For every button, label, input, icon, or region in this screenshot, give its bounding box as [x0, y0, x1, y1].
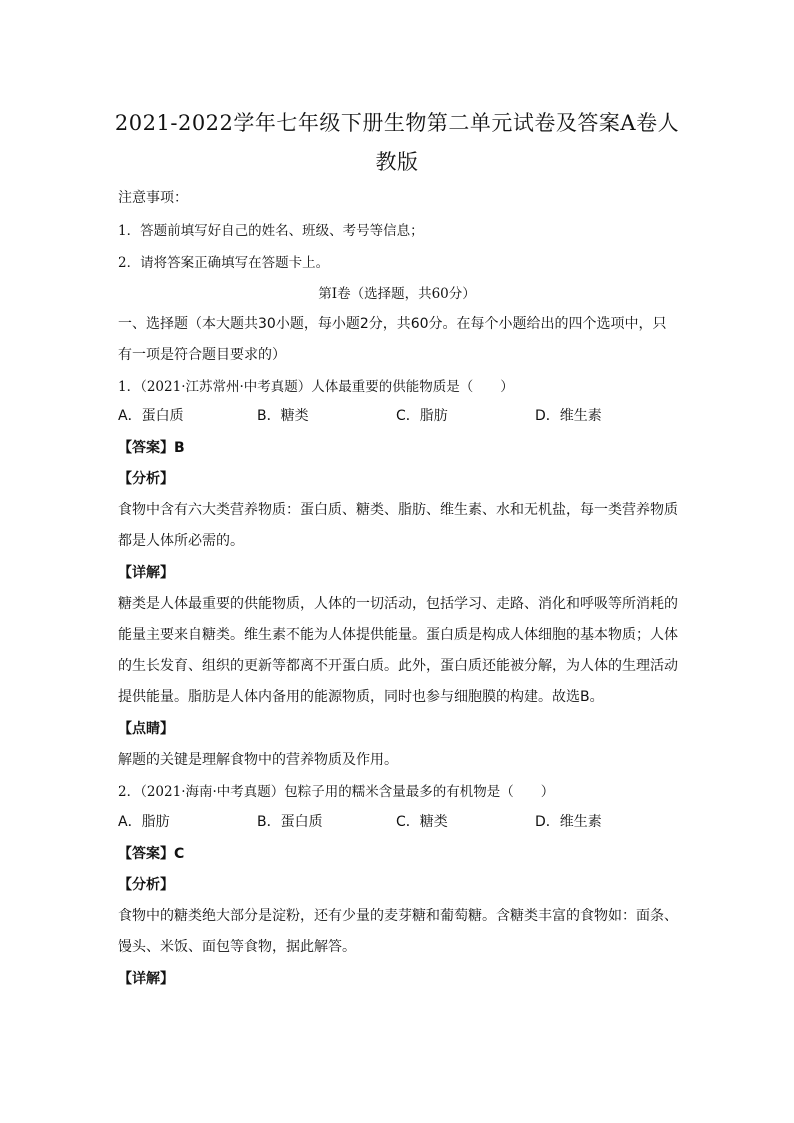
- part-intro-line-2: 有一项是符合题目要求的）: [118, 347, 286, 363]
- notice-heading: 注意事项：: [118, 190, 188, 206]
- section-header: 第I卷（选择题，共60分）: [318, 286, 476, 302]
- question-2-analysis-label: 【分析】: [118, 877, 174, 893]
- question-1-option-d: D．维生素: [535, 408, 602, 424]
- question-1-detail-label: 【详解】: [118, 565, 174, 581]
- question-1-stem: 1．（2021·江苏常州·中考真题）人体最重要的供能物质是（ ）: [118, 379, 514, 395]
- question-2-option-b: B．蛋白质: [257, 814, 323, 830]
- question-2-analysis-line-1: 食物中的糖类绝大部分是淀粉，还有少量的麦芽糖和葡萄糖。含糖类丰富的食物如：面条、: [118, 908, 678, 924]
- question-2-detail-label: 【详解】: [118, 971, 174, 987]
- question-2-option-c: C．糖类: [396, 814, 448, 830]
- question-1-detail-line-3: 的生长发育、组织的更新等都离不开蛋白质。此外，蛋白质还能被分解，为人体的生理活动: [118, 658, 678, 674]
- notice-item-1: 1．答题前填写好自己的姓名、班级、考号等信息；: [118, 223, 424, 239]
- document-title-line2: 教版: [375, 150, 419, 174]
- question-1-analysis-label: 【分析】: [118, 471, 174, 487]
- part-intro-line-1: 一、选择题（本大题共30小题，每小题2分，共60分。在每个小题给出的四个选项中，只: [118, 316, 667, 332]
- question-2-stem: 2．（2021·海南·中考真题）包粽子用的糯米含量最多的有机物是（ ）: [118, 784, 555, 800]
- question-2-answer: 【答案】C: [118, 846, 185, 862]
- document-title-line1: 2021-2022学年七年级下册生物第二单元试卷及答案A卷人: [114, 111, 680, 135]
- question-1-option-b: B．糖类: [257, 408, 309, 424]
- question-1-analysis-line-2: 都是人体所必需的。: [118, 533, 244, 549]
- question-1-answer: 【答案】B: [118, 440, 185, 456]
- question-2-option-a: A．脂肪: [118, 814, 170, 830]
- question-1-comment-label: 【点睛】: [118, 721, 174, 737]
- question-1-detail-line-4: 提供能量。脂肪是人体内备用的能源物质，同时也参与细胞膜的构建。故选B。: [118, 689, 604, 705]
- question-1-detail-line-1: 糖类是人体最重要的供能物质，人体的一切活动，包括学习、走路、消化和呼吸等所消耗的: [118, 596, 678, 612]
- question-2-option-d: D．维生素: [535, 814, 602, 830]
- question-1-detail-line-2: 能量主要来自糖类。维生素不能为人体提供能量。蛋白质是构成人体细胞的基本物质；人体: [118, 627, 678, 643]
- question-1-analysis-line-1: 食物中含有六大类营养物质：蛋白质、糖类、脂肪、维生素、水和无机盐，每一类营养物质: [118, 502, 678, 518]
- question-1-option-a: A．蛋白质: [118, 408, 184, 424]
- question-1-option-c: C．脂肪: [396, 408, 448, 424]
- question-2-analysis-line-2: 馒头、米饭、面包等食物，据此解答。: [118, 939, 356, 955]
- notice-item-2: 2．请将答案正确填写在答题卡上。: [118, 255, 330, 271]
- question-1-comment-line-1: 解题的关键是理解食物中的营养物质及作用。: [118, 752, 398, 768]
